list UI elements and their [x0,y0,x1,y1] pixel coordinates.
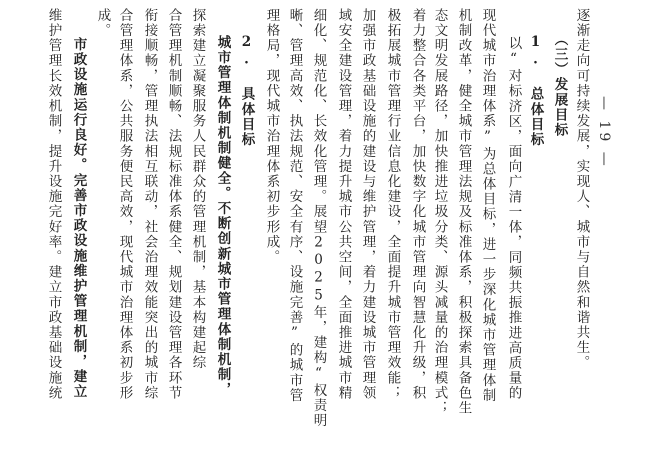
section-heading: 1. 总体目标 [527,34,544,148]
text-column: 理格局，现代城市治理体系初步形成。 [263,8,280,265]
section-heading: 城市管理体制机制健全。不断创新城市管理体制机制， [214,35,231,398]
text-column: 衔接顺畅，管理执法相互联动，社会治理效能突出的城市综 [141,8,158,401]
text-column: 细化、规范化、长效化管理。展望2025年，建构“权责明 [310,8,327,429]
text-column: 域安全建设管理，着力提升城市公共空间，全面推进城市精 [335,8,352,401]
text-column: 合管理机制顺畅、法规标准体系健全、规划建设管理各环节 [165,8,182,401]
section-heading: 市政设施运行良好。完善市政设施维护管理机制，建立 [70,37,87,400]
text-column: 极拓展城市管理行业信息化建设，全面提升城市管理效能； [384,8,401,401]
section-heading: （三）发展目标 [551,32,568,138]
text-column: 以“对标济区，面向广清一体，同频共振推进高质量的 [505,36,522,401]
text-column: 逐渐走向可持续发展，实现人、城市与自然和谐共生。 [573,8,590,371]
text-column: 机制改革，健全城市管理法规及标准体系，积极探索具备色生 [455,8,472,416]
text-column: 成。 [94,8,111,39]
text-column: 态文明发展路径，加快推进垃圾分类、源头减量的治理模式； [431,8,448,416]
text-column: 着力整合各类平台，加快数字化城市管理向智慧化升级，积 [409,8,426,401]
section-heading: 2. 具体目标 [238,34,255,148]
text-column: 晰、管理高效、执法规范、安全有序、设施完善”的城市管 [286,8,303,404]
page-number: — 19 — [596,96,612,169]
text-column: 维护管理长效机制，提升设施完好率。建立市政基础设施统 [45,8,62,401]
text-column: 探索建立凝聚服务人民群众的管理机制，基本构建起综 [189,8,206,371]
text-column: 合管理体系，公共服务便民高效，现代城市治理体系初步形 [116,8,133,401]
text-column: 加强市政基础设施的建设与维护管理，着力建设城市管理领 [359,8,376,401]
text-column: 现代城市治理体系”为总体目标，进一步深化城市管理体制 [479,8,496,404]
